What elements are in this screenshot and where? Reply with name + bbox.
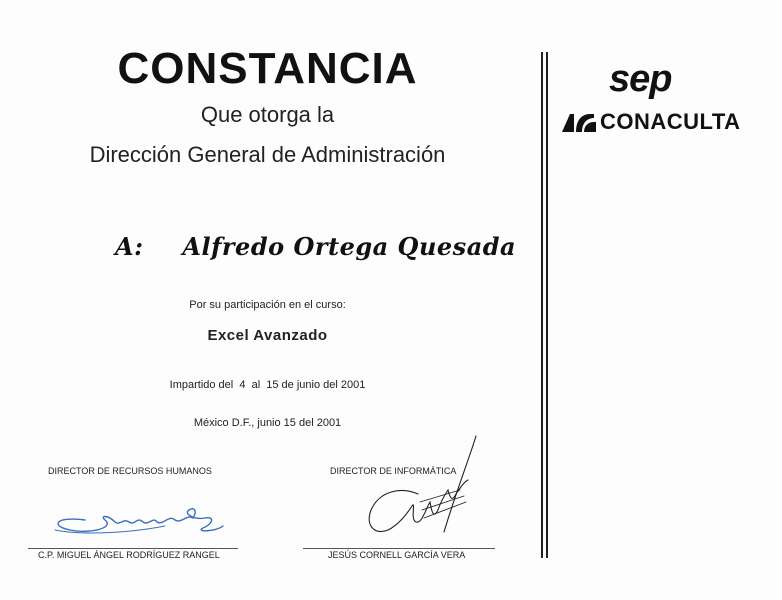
hr-signature-line bbox=[28, 548, 238, 549]
recipient-prefix: A: bbox=[115, 232, 144, 261]
issuing-department: Dirección General de Administración bbox=[89, 142, 446, 167]
hr-director-name: C.P. MIGUEL ÁNGEL RODRÍGUEZ RANGEL bbox=[38, 550, 220, 560]
place-and-date: México D.F., junio 15 del 2001 bbox=[193, 417, 342, 429]
vertical-divider bbox=[546, 52, 548, 558]
certificate-title: CONSTANCIA bbox=[117, 44, 418, 93]
conaculta-mark-icon bbox=[560, 110, 598, 134]
course-label: Por su participación en el curso: bbox=[189, 299, 346, 311]
recipient-name: Alfredo Ortega Quesada bbox=[182, 232, 517, 261]
vertical-divider bbox=[541, 52, 543, 558]
it-director-title: DIRECTOR DE INFORMÁTICA bbox=[330, 466, 457, 476]
recipient-line bbox=[115, 232, 516, 261]
it-director-name: JESÚS CORNELL GARCÍA VERA bbox=[328, 550, 466, 560]
course-dates: Impartido del 4 al 15 de junio del 2001 bbox=[169, 379, 366, 391]
conaculta-logo bbox=[560, 108, 741, 136]
it-signature-line bbox=[303, 548, 495, 549]
sep-logo: sep bbox=[609, 58, 672, 100]
course-name: Excel Avanzado bbox=[207, 327, 328, 344]
hr-director-title: DIRECTOR DE RECURSOS HUMANOS bbox=[48, 466, 212, 476]
certificate-subtitle: Que otorga la bbox=[200, 102, 335, 127]
it-director-signature bbox=[360, 432, 480, 547]
conaculta-wordmark: CONACULTA bbox=[600, 109, 741, 134]
hr-director-signature bbox=[45, 492, 230, 540]
